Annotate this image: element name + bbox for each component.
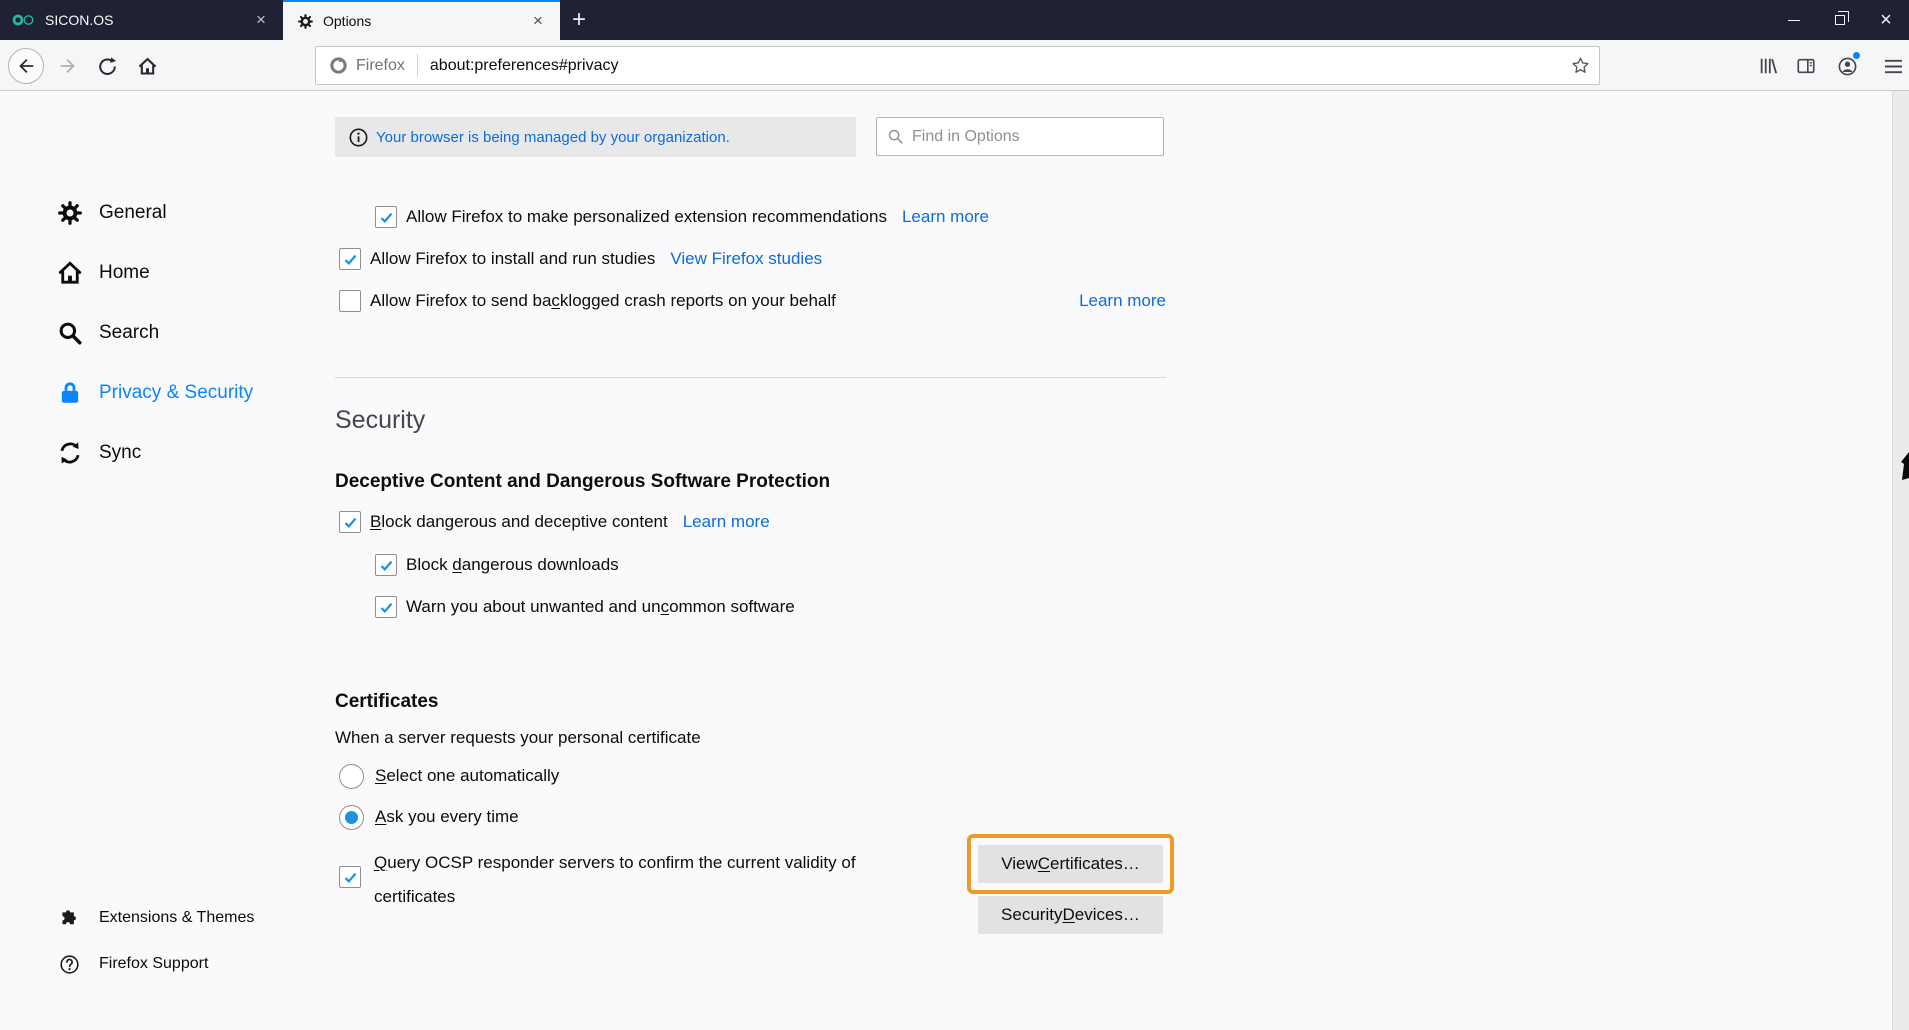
row-select-automatically — [375, 764, 559, 788]
gear-icon — [297, 13, 314, 30]
security-devices-button[interactable]: Security D evices… — [978, 896, 1163, 934]
tab-options[interactable] — [283, 0, 560, 40]
sidebar-item-general[interactable] — [57, 196, 167, 230]
check-icon — [343, 252, 358, 267]
managed-notice-link[interactable]: Your browser is being managed by your organization. — [376, 128, 730, 146]
row-label: Allow Firefox to send backlogged crash reports on your behalf — [370, 291, 836, 310]
checkbox-extension-recommendations[interactable] — [375, 206, 397, 228]
certificates-heading: Certificates — [335, 691, 439, 712]
sync-icon — [57, 440, 83, 466]
sidebar-item-label: Privacy & Security — [99, 382, 254, 403]
mouse-cursor — [1900, 452, 1909, 487]
puzzle-icon — [59, 908, 80, 929]
new-tab-button[interactable]: + — [571, 6, 586, 33]
radio-select-automatically[interactable] — [339, 764, 364, 789]
lock-icon — [57, 380, 83, 406]
row-label: Allow Firefox to install and run studies — [370, 249, 656, 268]
gear-icon — [57, 200, 83, 226]
row-ask-every-time — [375, 805, 519, 829]
back-arrow-icon — [16, 56, 36, 76]
urlbar-identity-label: Firefox — [356, 56, 405, 74]
checkbox-query-ocsp[interactable] — [339, 866, 361, 888]
forward-button[interactable] — [50, 48, 86, 84]
sidebar-item-label: Firefox Support — [99, 955, 209, 972]
urlbar-identity — [316, 56, 417, 75]
vertical-scrollbar[interactable] — [1892, 91, 1909, 1030]
forward-arrow-icon — [58, 56, 78, 76]
sidebar-item-label: Search — [99, 322, 160, 343]
tab-sicon-os[interactable] — [0, 0, 283, 40]
search-icon — [57, 320, 83, 346]
sidebar-toggle-button[interactable] — [1788, 48, 1824, 84]
checkbox-block-dangerous-downloads[interactable] — [375, 554, 397, 576]
close-button[interactable] — [1863, 0, 1909, 40]
firefox-logo-icon — [329, 56, 348, 75]
bookmark-star-button[interactable] — [1565, 51, 1595, 81]
search-icon — [887, 128, 904, 145]
reload-button[interactable] — [89, 48, 125, 84]
row-label: Allow Firefox to make personalized extension recommendations — [406, 207, 887, 226]
row-label: Select one automatically — [375, 766, 560, 785]
check-icon — [343, 515, 358, 530]
restore-icon — [1835, 15, 1845, 25]
sidebar-item-sync[interactable] — [57, 436, 141, 470]
row-label: Ask you every time — [375, 807, 519, 826]
close-icon: × — [1880, 9, 1892, 31]
check-icon — [379, 210, 394, 225]
row-label: Block dangerous downloads — [406, 555, 619, 574]
learn-more-link[interactable]: Learn more — [682, 512, 770, 531]
library-icon — [1758, 56, 1778, 76]
sidebar-item-firefox-support[interactable] — [59, 950, 208, 978]
row-warn-uncommon-software — [406, 595, 795, 619]
star-icon — [1571, 56, 1590, 75]
check-icon — [343, 870, 358, 885]
hamburger-icon — [1884, 58, 1903, 75]
home-icon — [57, 260, 83, 286]
find-in-options-input[interactable] — [912, 128, 1163, 146]
ocsp-label: Query OCSP responder servers to confirm the current validity of certificates — [374, 853, 856, 906]
deceptive-content-heading: Deceptive Content and Dangerous Software Protection — [335, 471, 831, 492]
tab-title: SICON.OS — [45, 12, 114, 28]
sidebar-item-label: Extensions & Themes — [99, 909, 255, 926]
row-block-dangerous-content — [370, 510, 770, 534]
checkbox-crash-reports[interactable] — [339, 290, 361, 312]
certificates-description: When a server requests your personal certificate — [335, 728, 701, 747]
url-bar[interactable] — [315, 46, 1600, 85]
checkbox-warn-uncommon-software[interactable] — [375, 596, 397, 618]
reload-icon — [97, 56, 117, 76]
section-separator — [335, 377, 1166, 378]
sidebar-item-privacy-security[interactable] — [57, 376, 253, 410]
row-label: Warn you about unwanted and uncommon software — [406, 597, 795, 616]
check-icon — [379, 600, 394, 615]
urlbar-separator — [417, 54, 418, 77]
home-button[interactable] — [129, 48, 165, 84]
sidebar-item-home[interactable] — [57, 256, 150, 290]
notification-badge — [1852, 51, 1861, 60]
sidebar-panel-icon — [1796, 56, 1816, 76]
row-crash-reports — [370, 289, 836, 313]
account-button[interactable] — [1829, 48, 1865, 84]
minimize-icon — [1788, 20, 1800, 21]
radio-dot — [345, 811, 358, 824]
urlbar-url[interactable]: about:preferences#privacy — [429, 56, 619, 74]
check-icon — [379, 558, 394, 573]
sidebar-item-label: General — [99, 202, 167, 223]
info-icon — [349, 128, 368, 147]
row-extension-recommendations — [406, 205, 989, 229]
learn-more-link[interactable]: Learn more — [1079, 291, 1166, 310]
tab-close-icon[interactable]: × — [256, 10, 266, 29]
tab-close-icon[interactable]: × — [533, 11, 543, 30]
learn-more-link[interactable]: Learn more — [901, 207, 989, 226]
security-heading: Security — [335, 406, 426, 434]
checkbox-install-studies[interactable] — [339, 248, 361, 270]
find-in-options[interactable] — [876, 117, 1164, 156]
radio-ask-every-time[interactable] — [339, 805, 364, 830]
sidebar-item-label: Home — [99, 262, 150, 283]
sidebar-item-extensions-themes[interactable] — [59, 904, 254, 932]
row-label: Block dangerous and deceptive content — [370, 512, 668, 531]
library-button[interactable] — [1750, 48, 1786, 84]
row-block-dangerous-downloads — [406, 553, 619, 577]
home-icon — [137, 56, 158, 77]
view-certificates-button[interactable]: View C ertificates… — [978, 845, 1163, 883]
minimize-button[interactable] — [1771, 0, 1817, 40]
help-icon — [59, 954, 80, 975]
back-button[interactable] — [8, 48, 44, 84]
sidebar-item-label: Sync — [99, 442, 142, 463]
managed-notice — [335, 117, 856, 157]
row-install-studies — [370, 247, 822, 271]
window-controls — [1771, 0, 1909, 40]
tab-bar — [0, 0, 1909, 40]
checkbox-block-dangerous-content[interactable] — [339, 511, 361, 533]
menu-button[interactable] — [1875, 48, 1909, 84]
restore-button[interactable] — [1817, 0, 1863, 40]
tab-title: Options — [323, 13, 372, 29]
sicon-logo-icon — [12, 12, 36, 28]
view-firefox-studies-link[interactable]: View Firefox studies — [670, 249, 823, 268]
sidebar-item-search[interactable] — [57, 316, 159, 350]
